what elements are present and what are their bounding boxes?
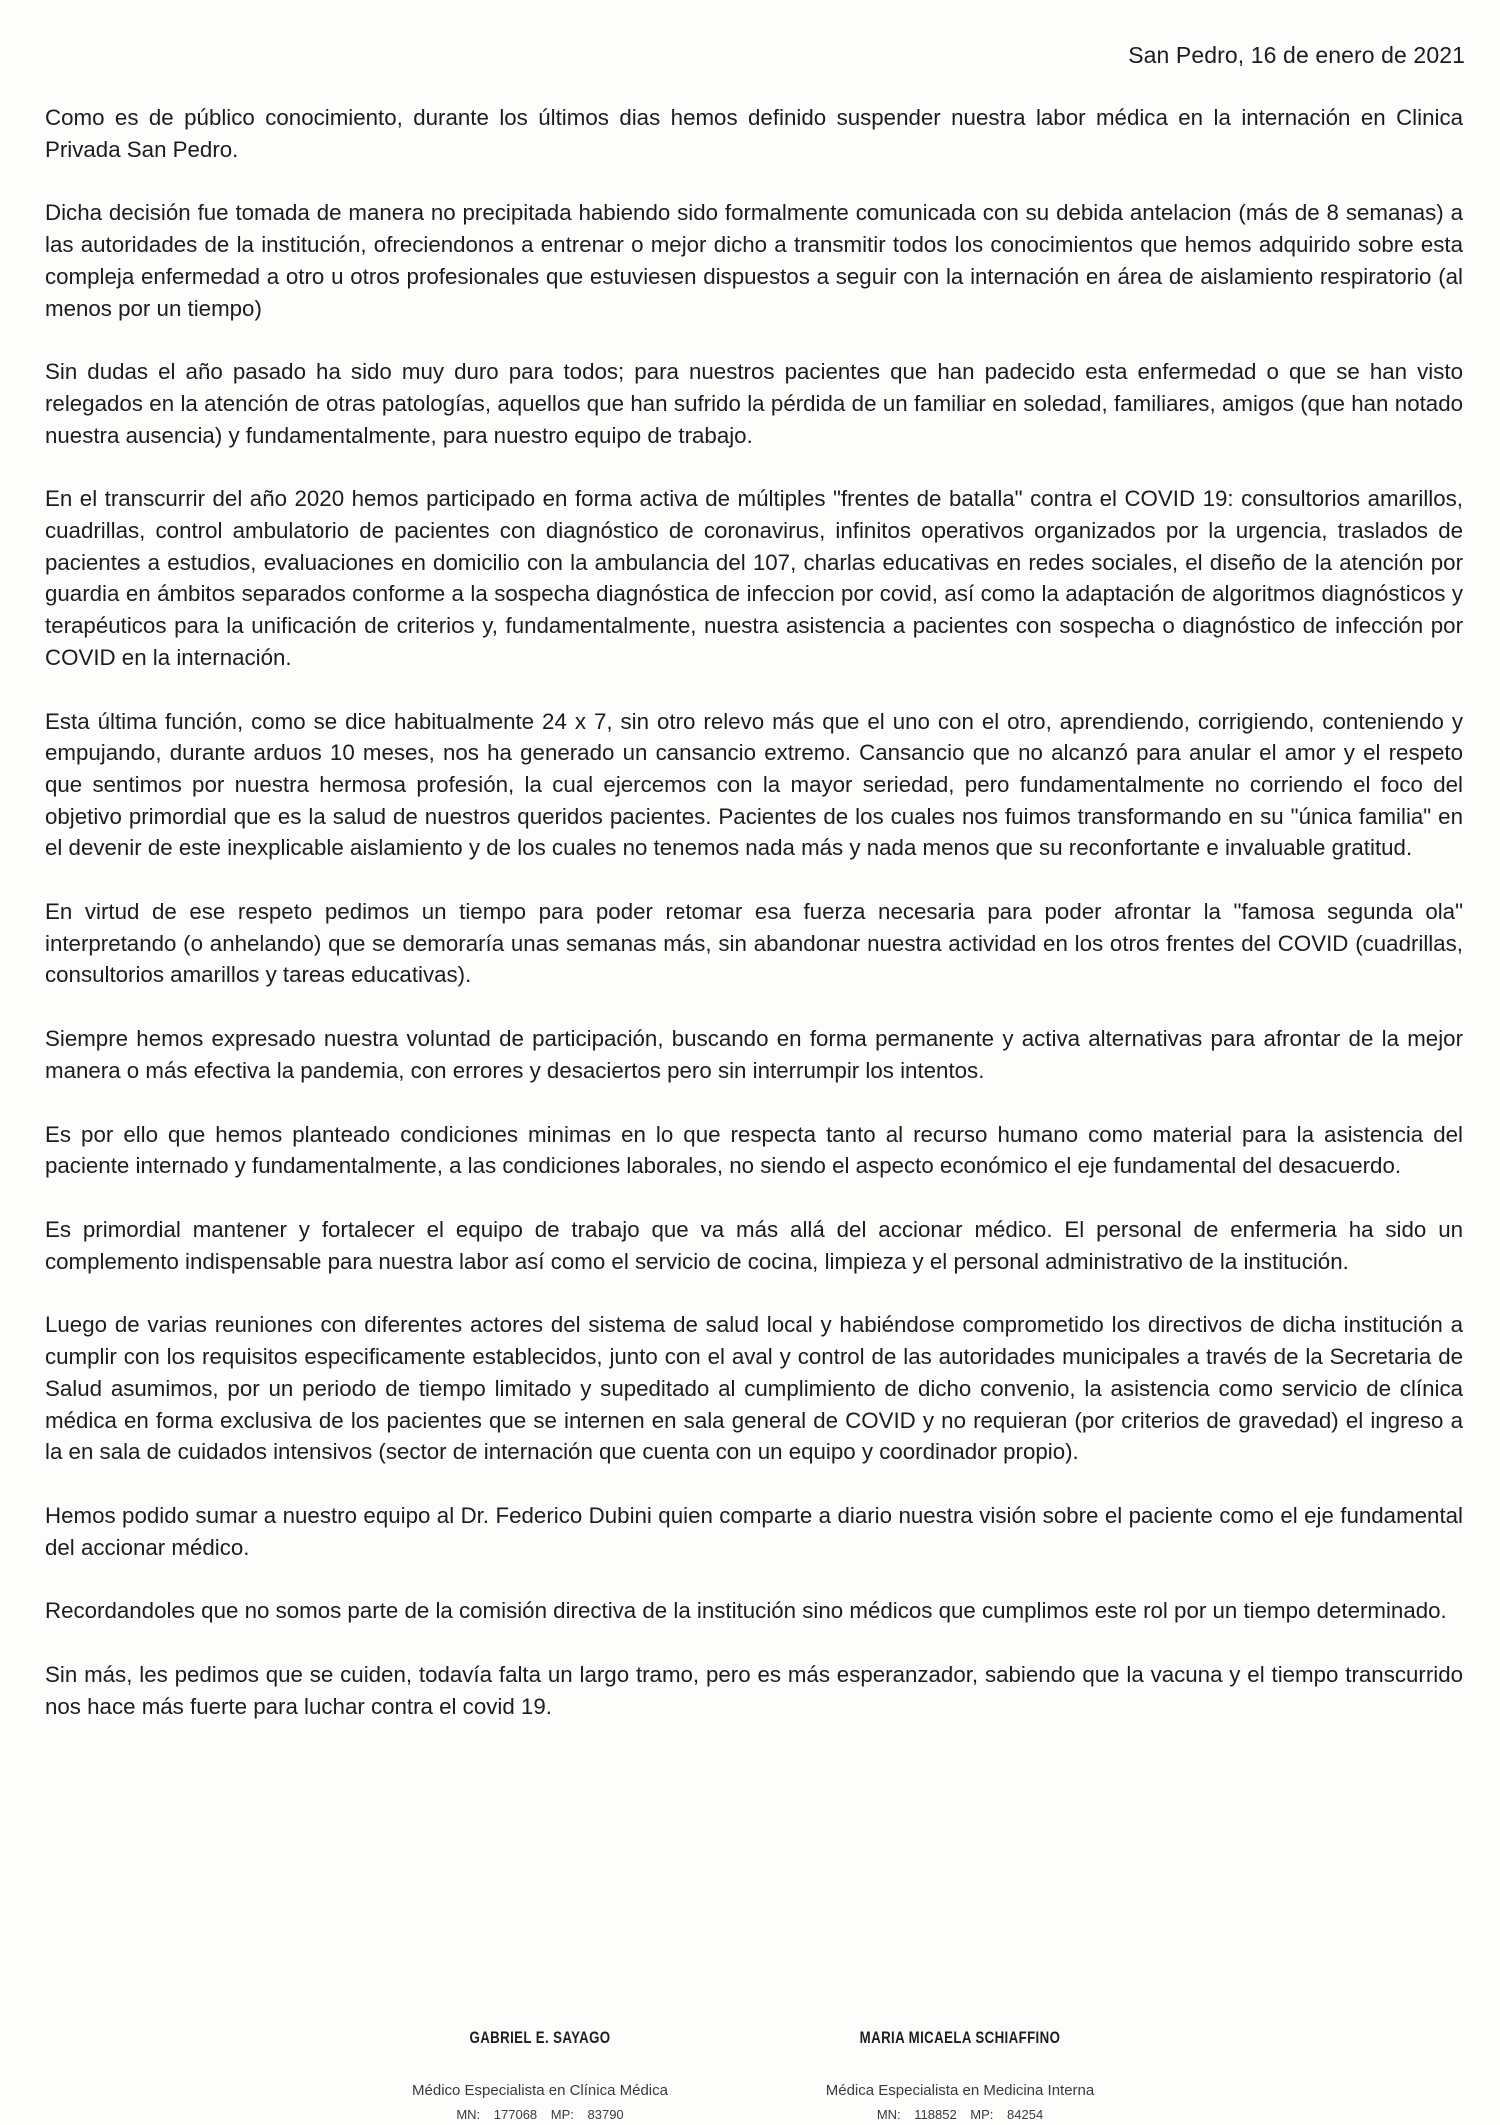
- paragraph: Como es de público conocimiento, durante los últimos dias hemos definido suspender nuestra labor médica en la internación en Clinica Privada San Pedro.: [45, 105, 1463, 162]
- paragraph: Sin dudas el año pasado ha sido muy duro para todos; para nuestros pacientes que han padecido esta enfermedad o que se han visto relegados en la atención de otras patologías, aquellos que han sufrido la pérdida de un familiar en soledad, familiares, amigos (que han notado nuestra ausencia) y fundamentalmente, para nuestro equipo de trabajo.: [45, 359, 1463, 448]
- signature-right: [750, 2008, 1170, 2122]
- signer-registration: MN: 118852 MP: 84254: [876, 2107, 1044, 2122]
- signer-name: MARIA MICAELA SCHIAFFINO: [859, 2028, 1061, 2047]
- letter-date: San Pedro, 16 de enero de 2021: [1128, 42, 1465, 68]
- paragraph: Es por ello que hemos planteado condiciones minimas en lo que respecta tanto al recurso humano como material para la asistencia del paciente internado y fundamentalmente, a las condiciones laborales, no siendo el aspecto económico el eje fundamental del desacuerdo.: [45, 1121, 1463, 1179]
- paragraph: Es primordial mantener y fortalecer el equipo de trabajo que va más allá del accionar médico. El personal de enfermeria ha sido un complemento indispensable para nuestra labor así como el servicio de cocina, limpieza y el personal administrativo de la institución.: [45, 1216, 1463, 1274]
- paragraph: Recordandoles que no somos parte de la comisión directiva de la institución sino médicos que cumplimos este rol por un tiempo determinado.: [45, 1598, 1447, 1624]
- signer-registration: MN: 177068 MP: 83790: [456, 2107, 624, 2122]
- paragraph: Sin más, les pedimos que se cuiden, todavía falta un largo tramo, pero es más esperanzador, sabiendo que la vacuna y el tiempo transcurrido nos hace más fuerte para luchar contra el covid 19.: [45, 1662, 1463, 1719]
- paragraph: Esta última función, como se dice habitualmente 24 x 7, sin otro relevo más que el uno con el otro, aprendiendo, corrigiendo, conteniendo y empujando, durante arduos 10 meses, nos ha generado un cansancio extremo. Cansancio que no alcanzó para anular el amor y el respeto que sentimos por nuestra hermosa profesión, la cual ejercemos con la mayor seriedad, pero fundamentalmente no corriendo el foco del objetivo primordial que es la salud de nuestros queridos pacientes. Pacientes de los cuales nos fuimos transformando en su "única familia" en el devenir de este inexplicable aislamiento y de los cuales no tenemos nada más y nada menos que su reconfortante e invaluable gratitud.: [45, 708, 1463, 861]
- signer-title: Médica Especialista en Medicina Interna: [825, 2082, 1095, 2099]
- paragraph: Hemos podido sumar a nuestro equipo al Dr. Federico Dubini quien comparte a diario nuestra visión sobre el paciente como el eje fundamental del accionar médico.: [45, 1502, 1463, 1560]
- signer-title: Médico Especialista en Clínica Médica: [412, 2082, 668, 2099]
- signer-name: GABRIEL E. SAYAGO: [469, 2028, 611, 2047]
- paragraph: En el transcurrir del año 2020 hemos participado en forma activa de múltiples "frentes de batalla" contra el COVID 19: consultorios amarillos, cuadrillas, control ambulatorio de pacientes con diagnóstico de coronavirus, infinitos operativos organizados por la urgencia, traslados de pacientes a estudios, evaluaciones en domicilio con la ambulancia del 107, charlas educativas en redes sociales, el diseño de la atención por guardia en ámbitos separados conforme a la sospecha diagnóstica de infeccion por covid, así como la adaptación de algoritmos diagnósticos y terapéuticos para la unificación de criterios y, fundamentalmente, nuestra asistencia a pacientes con sospecha o diagnóstico de infección por COVID en la internación.: [45, 486, 1463, 670]
- paragraph: Luego de varias reuniones con diferentes actores del sistema de salud local y habiéndose comprometido los directivos de dicha institución a cumplir con los requisitos especificamente establecidos, junto con el aval y control de las autoridades municipales a través de la Secretaria de Salud asumimos, por un periodo de tiempo limitado y supeditado al cumplimiento de dicho convenio, la asistencia como servicio de clínica médica en forma exclusiva de los pacientes que se internen en sala general de COVID y no requieran (por criterios de gravedad) el ingreso a la en sala de cuidados intensivos (sector de internación que cuenta con un equipo y coordinador propio).: [45, 1312, 1463, 1465]
- paragraph: En virtud de ese respeto pedimos un tiempo para poder retomar esa fuerza necesaria para poder afrontar la "famosa segunda ola" interpretando (o anhelando) que se demoraría unas semanas más, sin abandonar nuestra actividad en los otros frentes del COVID (cuadrillas, consultorios amarillos y tareas educativas).: [45, 899, 1463, 988]
- paragraph: Dicha decisión fue tomada de manera no precipitada habiendo sido formalmente comunicada con su debida antelacion (más de 8 semanas) a las autoridades de la institución, ofreciendonos a entrenar o mejor dicho a transmitir todos los conocimientos que hemos adquirido sobre esta compleja enfermedad a otro u otros profesionales que estuviesen dispuestos a seguir con la internación en área de aislamiento respiratorio (al menos por un tiempo): [45, 200, 1463, 321]
- signature-block: [0, 2008, 1500, 2125]
- paragraph: Siempre hemos expresado nuestra voluntad de participación, buscando en forma permanente y activa alternativas para afrontar de la mejor manera o más efectiva la pandemia, con errores y desaciertos pero sin interrumpir los intentos.: [45, 1026, 1463, 1083]
- letter-body: [45, 102, 1463, 1754]
- signature-left: [330, 2008, 750, 2122]
